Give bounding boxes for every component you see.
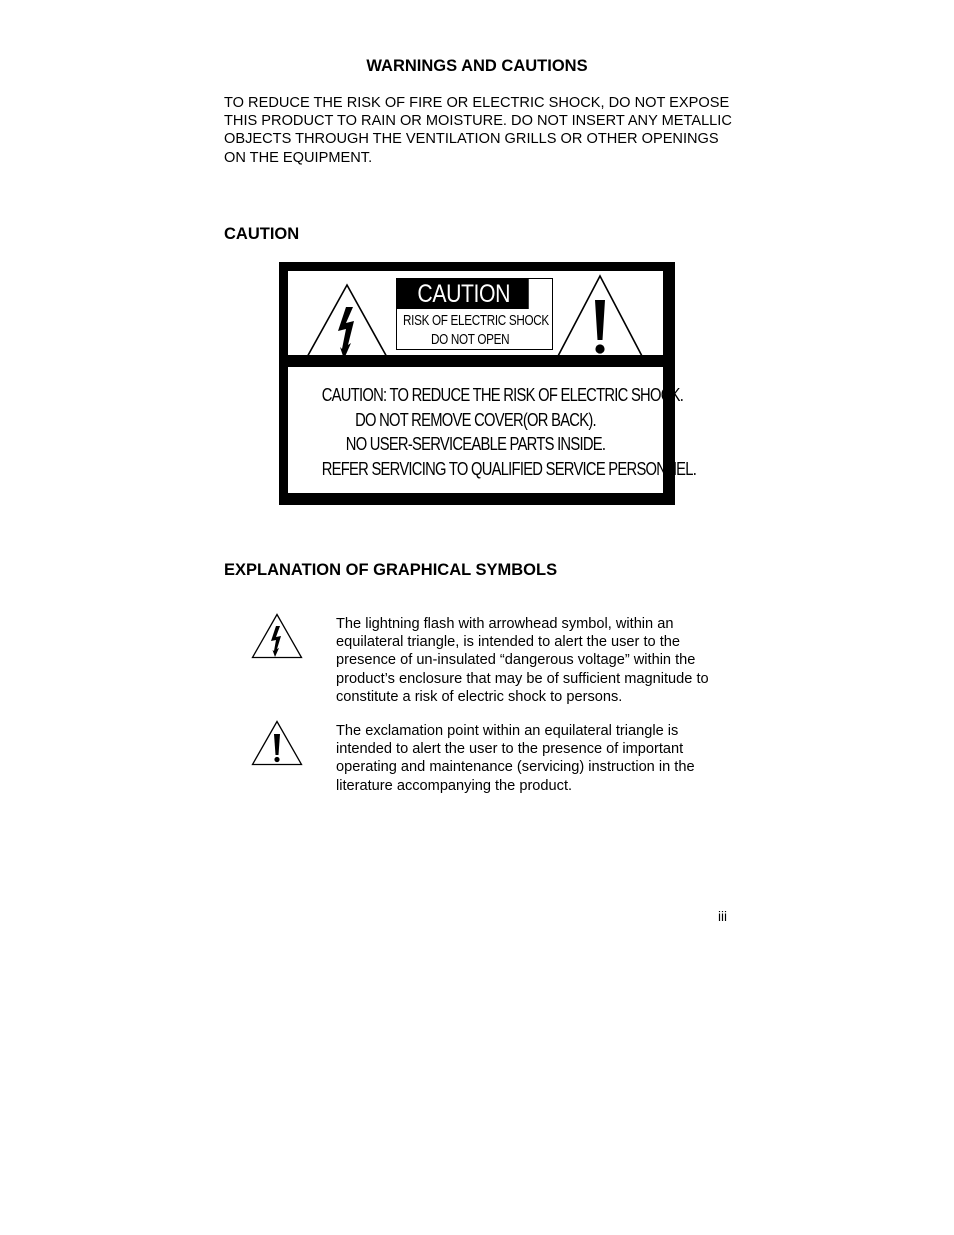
warning-paragraph: TO REDUCE THE RISK OF FIRE OR ELECTRIC SHOCK, DO NOT EXPOSE THIS PRODUCT TO RAIN OR MOISTURE. DO NOT INSERT ANY METALLIC OBJECTS THROUGH THE VENTILATION GRILLS OR OTHER OPENINGS ON THE EQUIPMENT. [224, 95, 732, 166]
caution-line-3: NO USER-SERVICEABLE PARTS INSIDE. [345, 434, 606, 454]
caution-badge-line2: DO NOT OPEN [431, 331, 510, 348]
caution-badge-title: CAUTION [397, 279, 529, 309]
caution-heading: CAUTION [224, 225, 300, 243]
caution-line-4: REFER SERVICING TO QUALIFIED SERVICE PERSONNEL. [321, 458, 697, 479]
page-number: iii [718, 909, 727, 924]
caution-label [279, 262, 697, 505]
exclamation-triangle-icon [555, 274, 645, 360]
caution-badge-line1: RISK OF ELECTRIC SHOCK [403, 312, 549, 329]
caution-line-1: CAUTION: TO REDUCE THE RISK OF ELECTRIC SHOCK. [321, 385, 684, 405]
symbols-heading: EXPLANATION OF GRAPHICAL SYMBOLS [224, 561, 558, 579]
caution-label-lines [288, 383, 697, 481]
lightning-triangle-icon [251, 613, 303, 659]
caution-label-bottom-panel [288, 367, 697, 493]
exclamation-triangle-icon [251, 720, 303, 766]
symbol-description-exclamation: The exclamation point within an equilateral triangle is intended to alert the user to the presence of important operating and maintenance (servicing) instruction in the literature accompanying the product. [336, 723, 695, 794]
lightning-triangle-icon [304, 283, 390, 361]
symbol-description-lightning: The lightning flash with arrowhead symbol, within an equilateral triangle, is intended to alert the user to the presence of un-insulated “dangerous voltage” within the product’s enclosure that may be of sufficient magnitude to constitute a risk of electric shock to persons. [336, 616, 709, 705]
caution-badge [396, 278, 553, 350]
caution-line-2: DO NOT REMOVE COVER(OR BACK). [355, 409, 596, 430]
caution-label-top-panel [288, 271, 663, 355]
page-title: WARNINGS AND CAUTIONS [366, 57, 588, 75]
